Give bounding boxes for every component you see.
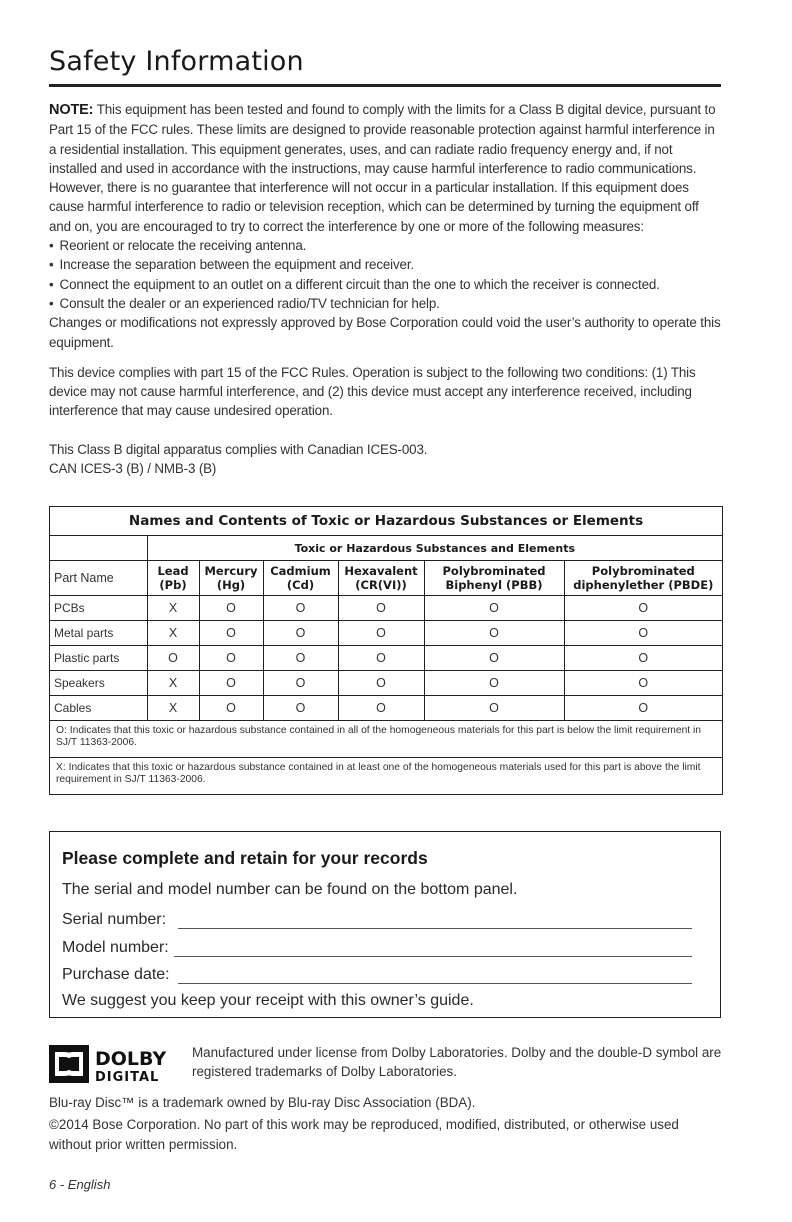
serial-number-label: Serial number: xyxy=(62,911,167,928)
part15-paragraph: This device complies with part 15 of the FCC Rules. Operation is subject to the following two conditions: (1) This device may not cause harmful interference, and (2) this device must accept any interference received, including interference that may cause undesired operation. xyxy=(49,364,696,419)
canada-line-1: This Class B digital apparatus complies with Canadian ICES-003. xyxy=(49,441,428,457)
row-label: Speakers xyxy=(50,671,147,696)
table-row: Cables X O O O O O xyxy=(50,696,722,721)
column-header: Mercury (Hg) xyxy=(199,561,263,596)
model-number-field[interactable] xyxy=(174,956,692,957)
toxic-substances-table xyxy=(49,506,723,795)
column-header: Lead (Pb) xyxy=(147,561,199,596)
dolby-license-text: Manufactured under license from Dolby Laboratories. Dolby and the double-D symbol are registered trademarks of Dolby Laboratories. xyxy=(192,1045,722,1079)
records-box xyxy=(49,831,721,1018)
serial-model-note: The serial and model number can be found on the bottom panel. xyxy=(62,881,518,898)
row-label: Plastic parts xyxy=(50,646,147,671)
table-row: Speakers X O O O O O xyxy=(50,671,722,696)
bluray-trademark: Blu-ray Disc™ is a trademark owned by Blu-ray Disc Association (BDA). xyxy=(49,1095,476,1110)
page-number: 6 - English xyxy=(49,1177,111,1192)
measures-list xyxy=(49,236,721,313)
list-item: • Increase the separation between the equipment and receiver. xyxy=(49,255,721,274)
svg-text:DOLBY: DOLBY xyxy=(95,1048,167,1070)
dolby-digital-logo xyxy=(49,1045,177,1083)
part-name-header: Part Name xyxy=(50,561,147,596)
column-header: Polybrominated diphenylether (PBDE) xyxy=(564,561,722,596)
page-title: Safety Information xyxy=(49,46,304,77)
title-rule xyxy=(49,84,721,87)
legal-footer xyxy=(49,1093,721,1157)
purchase-date-field[interactable] xyxy=(178,983,692,984)
list-item: • Connect the equipment to an outlet on a different circuit than the one to which the receiver is connected. xyxy=(49,275,721,294)
model-number-label: Model number: xyxy=(62,939,169,956)
fcc-notice xyxy=(49,100,721,478)
legend-x: X: Indicates that this toxic or hazardous substance contained in at least one of the homogeneous materials used for this part is above the limit requirement in SJ/T 11363-2006. xyxy=(50,758,722,795)
svg-text:DIGITAL: DIGITAL xyxy=(95,1070,160,1083)
table-title: Names and Contents of Toxic or Hazardous Substances or Elements xyxy=(50,507,722,536)
row-label: PCBs xyxy=(50,596,147,621)
row-label: Cables xyxy=(50,696,147,721)
table-row: PCBs X O O O O O xyxy=(50,596,722,621)
list-item: • Consult the dealer or an experienced radio/TV technician for help. xyxy=(49,294,721,313)
note-paragraph xyxy=(49,100,721,236)
table-subtitle: Toxic or Hazardous Substances and Elements xyxy=(147,536,722,561)
list-item: • Reorient or relocate the receiving antenna. xyxy=(49,236,721,255)
table-row: Plastic parts O O O O O O xyxy=(50,646,722,671)
column-header: Cadmium (Cd) xyxy=(263,561,338,596)
note-label: NOTE: xyxy=(49,102,94,118)
copyright: ©2014 Bose Corporation. No part of this work may be reproduced, modified, distributed, or otherwise used without prior written permission. xyxy=(49,1117,679,1152)
column-header: Hexavalent (CR(VI)) xyxy=(338,561,424,596)
note-text: This equipment has been tested and found to comply with the limits for a Class B digital device, pursuant to Part 15 of the FCC rules. These limits are designed to provide reasonable protection against harmful interference in a residential installation. This equipment generates, uses, and can radiate radio frequency energy and, if not installed and used in accordance with the instructions, may cause harmful interference to radio communications. However, there is no guarantee that interference will not occur in a particular installation. If this equipment does cause harmful interference to radio or television reception, which can be determined by turning the equipment off and on, you are encouraged to try to correct the interference by one or more of the following measures: xyxy=(49,102,716,234)
serial-number-field[interactable] xyxy=(178,928,692,929)
purchase-date-label: Purchase date: xyxy=(62,966,170,983)
changes-paragraph: Changes or modifications not expressly approved by Bose Corporation could void the user’s authority to operate this equipment. xyxy=(49,315,721,350)
records-title: Please complete and retain for your records xyxy=(62,848,428,868)
receipt-note: We suggest you keep your receipt with this owner’s guide. xyxy=(62,992,474,1009)
row-label: Metal parts xyxy=(50,621,147,646)
legend-o: O: Indicates that this toxic or hazardous substance contained in all of the homogeneous materials for this part is below the limit requirement in SJ/T 11363-2006. xyxy=(50,721,722,758)
table-row: Metal parts X O O O O O xyxy=(50,621,722,646)
canada-line-2: CAN ICES-3 (B) / NMB-3 (B) xyxy=(49,461,217,477)
column-header: Polybrominated Biphenyl (PBB) xyxy=(424,561,564,596)
